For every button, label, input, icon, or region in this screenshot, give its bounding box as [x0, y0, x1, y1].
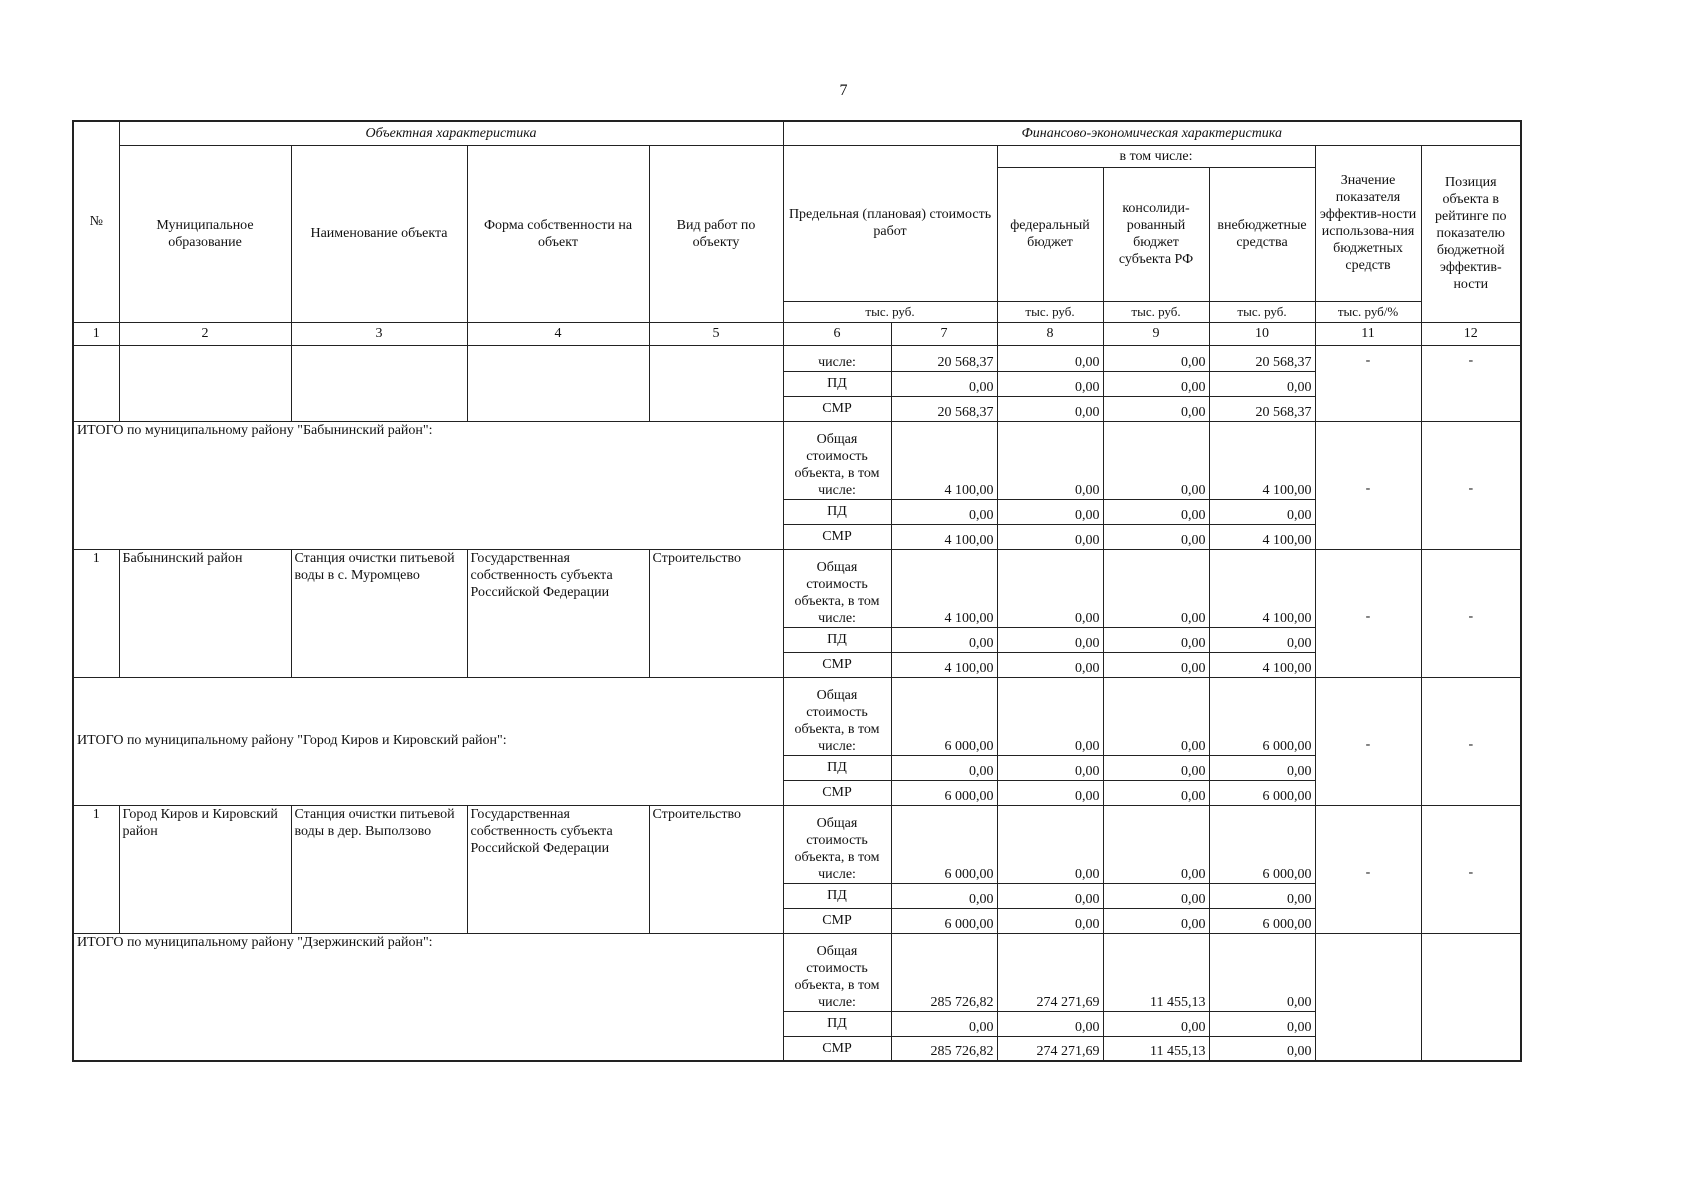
- value-cell: 0,00: [1103, 755, 1209, 780]
- itogo-kirov-title: ИТОГО по муниципальному району "Город Киров и Кировский район":: [73, 677, 783, 805]
- value-cell: 6 000,00: [891, 780, 997, 805]
- value-cell: 0,00: [1103, 421, 1209, 499]
- header-object-group: Объектная характеристика: [119, 121, 783, 145]
- value-cell: 0,00: [1103, 652, 1209, 677]
- value-cell: 0,00: [997, 549, 1103, 627]
- page-number: 7: [839, 82, 848, 99]
- value-cell: 0,00: [1103, 627, 1209, 652]
- row-label-smr: СМР: [783, 908, 891, 933]
- header-finance-group: Финансово-экономическая характеристика: [783, 121, 1521, 145]
- value-cell: 0,00: [891, 499, 997, 524]
- value-cell: 285 726,82: [891, 933, 997, 1011]
- col-number: 1: [73, 322, 119, 345]
- header-municipal: Муниципальное образование: [119, 145, 291, 322]
- unit-efficiency: тыс. руб/%: [1315, 301, 1421, 322]
- rating-value: -: [1421, 677, 1521, 805]
- rating-value: -: [1421, 805, 1521, 933]
- row-label-smr: СМР: [783, 652, 891, 677]
- col-number: 10: [1209, 322, 1315, 345]
- value-cell: 0,00: [997, 780, 1103, 805]
- value-cell: 0,00: [891, 371, 997, 396]
- row-label-total: Общая стоимость объекта, в том числе:: [783, 549, 891, 627]
- unit-extra: тыс. руб.: [1209, 301, 1315, 322]
- header-federal: федеральный бюджет: [997, 167, 1103, 301]
- col-number: 11: [1315, 322, 1421, 345]
- row-label-pd: ПД: [783, 371, 891, 396]
- efficiency-value: -: [1315, 345, 1421, 421]
- row-label-pd: ПД: [783, 755, 891, 780]
- value-cell: 0,00: [997, 652, 1103, 677]
- col-number: 9: [1103, 322, 1209, 345]
- value-cell: 4 100,00: [891, 652, 997, 677]
- value-cell: 0,00: [1209, 627, 1315, 652]
- row-label-pd: ПД: [783, 627, 891, 652]
- row-label-smr: СМР: [783, 780, 891, 805]
- value-cell: 11 455,13: [1103, 933, 1209, 1011]
- cell-empty: [291, 345, 467, 421]
- value-cell: 0,00: [1209, 1011, 1315, 1036]
- object-ownership: Государственная собственность субъекта Российской Федерации: [467, 805, 649, 933]
- value-cell: 0,00: [997, 677, 1103, 755]
- value-cell: 4 100,00: [1209, 524, 1315, 549]
- value-cell: 20 568,37: [1209, 396, 1315, 421]
- row-label-total: Общая стоимость объекта, в том числе:: [783, 933, 891, 1011]
- value-cell: 0,00: [997, 345, 1103, 371]
- object-municipal: Бабынинский район: [119, 549, 291, 677]
- col-number: 5: [649, 322, 783, 345]
- value-cell: 4 100,00: [891, 421, 997, 499]
- object-ownership: Государственная собственность субъекта Российской Федерации: [467, 549, 649, 677]
- value-cell: 4 100,00: [891, 549, 997, 627]
- value-cell: 0,00: [997, 1011, 1103, 1036]
- value-cell: 20 568,37: [1209, 345, 1315, 371]
- cell-empty: [73, 345, 119, 421]
- unit-consolidated: тыс. руб.: [1103, 301, 1209, 322]
- value-cell: 0,00: [1209, 933, 1315, 1011]
- efficiency-value: -: [1315, 421, 1421, 549]
- value-cell: 4 100,00: [1209, 421, 1315, 499]
- value-cell: 0,00: [997, 627, 1103, 652]
- header-rating: Позиция объекта в рейтинге по показателю бюджетной эффектив-ности: [1421, 145, 1521, 322]
- cell-empty: [467, 345, 649, 421]
- value-cell: 0,00: [997, 499, 1103, 524]
- value-cell: 11 455,13: [1103, 1036, 1209, 1061]
- row-label-pd: ПД: [783, 499, 891, 524]
- row-label-smr: СМР: [783, 396, 891, 421]
- header-consolidated: консолиди-рованный бюджет субъекта РФ: [1103, 167, 1209, 301]
- header-efficiency: Значение показателя эффектив-ности использова-ния бюджетных средств: [1315, 145, 1421, 301]
- row-label-pd: ПД: [783, 1011, 891, 1036]
- value-cell: 6 000,00: [1209, 908, 1315, 933]
- value-cell: 0,00: [997, 908, 1103, 933]
- row-label-total: числе:: [783, 345, 891, 371]
- value-cell: 0,00: [1209, 371, 1315, 396]
- value-cell: 0,00: [891, 883, 997, 908]
- row-label-total: Общая стоимость объекта, в том числе:: [783, 805, 891, 883]
- value-cell: 0,00: [997, 883, 1103, 908]
- cell-empty: [649, 345, 783, 421]
- value-cell: 0,00: [1103, 908, 1209, 933]
- value-cell: 0,00: [1209, 755, 1315, 780]
- rating-value: -: [1421, 345, 1521, 421]
- header-cost: Предельная (плановая) стоимость работ: [783, 145, 997, 301]
- unit-federal: тыс. руб.: [997, 301, 1103, 322]
- itogo-babyn-title: ИТОГО по муниципальному району "Бабынинский район":: [73, 421, 783, 549]
- value-cell: 0,00: [891, 755, 997, 780]
- value-cell: 0,00: [891, 1011, 997, 1036]
- col-number: 8: [997, 322, 1103, 345]
- value-cell: 4 100,00: [1209, 652, 1315, 677]
- row-label-smr: СМР: [783, 524, 891, 549]
- value-cell: 0,00: [1209, 499, 1315, 524]
- row-label-total: Общая стоимость объекта, в том числе:: [783, 677, 891, 755]
- value-cell: 0,00: [997, 421, 1103, 499]
- value-cell: 285 726,82: [891, 1036, 997, 1061]
- rating-value: -: [1421, 549, 1521, 677]
- value-cell: 4 100,00: [891, 524, 997, 549]
- header-ownership: Форма собственности на объект: [467, 145, 649, 322]
- row-label-smr: СМР: [783, 1036, 891, 1061]
- unit-cost: тыс. руб.: [783, 301, 997, 322]
- value-cell: 0,00: [1103, 371, 1209, 396]
- value-cell: 0,00: [1103, 805, 1209, 883]
- value-cell: 0,00: [1103, 780, 1209, 805]
- efficiency-value: -: [1315, 677, 1421, 805]
- value-cell: 0,00: [1103, 1011, 1209, 1036]
- value-cell: 0,00: [997, 805, 1103, 883]
- col-number: 2: [119, 322, 291, 345]
- value-cell: 0,00: [997, 524, 1103, 549]
- col-number: 4: [467, 322, 649, 345]
- value-cell: 6 000,00: [1209, 805, 1315, 883]
- value-cell: 0,00: [1103, 883, 1209, 908]
- value-cell: 274 271,69: [997, 1036, 1103, 1061]
- value-cell: 0,00: [1103, 524, 1209, 549]
- value-cell: 0,00: [997, 755, 1103, 780]
- object-name: Станция очистки питьевой воды в с. Муромцево: [291, 549, 467, 677]
- value-cell: 0,00: [1103, 549, 1209, 627]
- value-cell: 0,00: [1103, 677, 1209, 755]
- header-no: №: [73, 121, 119, 322]
- row-label-total: Общая стоимость объекта, в том числе:: [783, 421, 891, 499]
- value-cell: 0,00: [997, 371, 1103, 396]
- object-work-type: Строительство: [649, 549, 783, 677]
- value-cell: 0,00: [1209, 883, 1315, 908]
- value-cell: 20 568,37: [891, 396, 997, 421]
- header-object-name: Наименование объекта: [291, 145, 467, 322]
- col-number: 3: [291, 322, 467, 345]
- object-name: Станция очистки питьевой воды в дер. Выползово: [291, 805, 467, 933]
- value-cell: 0,00: [891, 627, 997, 652]
- efficiency-value: -: [1315, 805, 1421, 933]
- col-number: 7: [891, 322, 997, 345]
- header-extra: внебюджетные средства: [1209, 167, 1315, 301]
- value-cell: 6 000,00: [1209, 780, 1315, 805]
- value-cell: 6 000,00: [891, 908, 997, 933]
- col-number: 6: [783, 322, 891, 345]
- objects-table: [72, 120, 1522, 1062]
- object-no: 1: [73, 549, 119, 677]
- rating-empty: [1421, 933, 1521, 1061]
- value-cell: 0,00: [1103, 396, 1209, 421]
- rating-value: -: [1421, 421, 1521, 549]
- value-cell: 0,00: [1103, 345, 1209, 371]
- itogo-dzerzh-title: ИТОГО по муниципальному району "Дзержинский район":: [73, 933, 783, 1061]
- header-work-type: Вид работ по объекту: [649, 145, 783, 322]
- object-municipal: Город Киров и Кировский район: [119, 805, 291, 933]
- object-no: 1: [73, 805, 119, 933]
- value-cell: 0,00: [1209, 1036, 1315, 1061]
- header-including: в том числе:: [997, 145, 1315, 167]
- efficiency-value: -: [1315, 549, 1421, 677]
- cell-empty: [119, 345, 291, 421]
- value-cell: 4 100,00: [1209, 549, 1315, 627]
- object-work-type: Строительство: [649, 805, 783, 933]
- row-label-pd: ПД: [783, 883, 891, 908]
- value-cell: 6 000,00: [1209, 677, 1315, 755]
- value-cell: 0,00: [1103, 499, 1209, 524]
- value-cell: 0,00: [997, 396, 1103, 421]
- value-cell: 6 000,00: [891, 677, 997, 755]
- value-cell: 6 000,00: [891, 805, 997, 883]
- col-number: 12: [1421, 322, 1521, 345]
- efficiency-empty: [1315, 933, 1421, 1061]
- value-cell: 274 271,69: [997, 933, 1103, 1011]
- value-cell: 20 568,37: [891, 345, 997, 371]
